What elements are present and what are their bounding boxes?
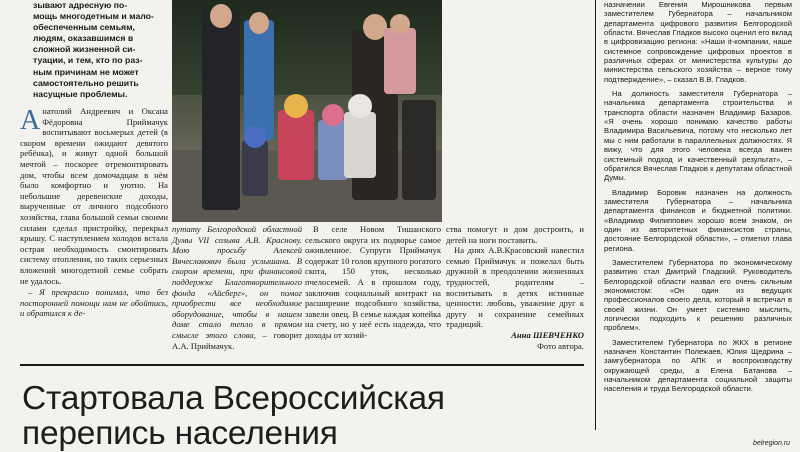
lead-line: самостоятельно решить xyxy=(33,77,139,88)
photo-credit: Фото автора. xyxy=(537,340,584,351)
source-site: belregion.ru xyxy=(753,440,790,447)
article-column-4 xyxy=(446,224,584,351)
photo-child xyxy=(242,140,268,196)
lead-line: туации, и тем, кто по раз- xyxy=(33,55,143,66)
photo-child xyxy=(278,110,314,180)
photo-child-hat xyxy=(284,94,308,118)
photo-person xyxy=(202,10,240,210)
right-paragraph-2: На должность заместителя Губернатора – начальника департамента строительства и транспорта области назначен Владимир Базаров. «Я очень хорошо понимаю качество работы Владимира Васильевича, потому что несколько лет мы с ним работали в параллельных должностях. Я вижу, что для этого человека всегда важен системный подход и качественный результат», – обратился Вячеслав Гладков к депутатам областной Думы. xyxy=(604,89,792,183)
photo-person xyxy=(244,20,274,140)
headline xyxy=(22,381,582,451)
photo-person-head xyxy=(249,12,269,34)
dropcap: А xyxy=(20,105,41,136)
lead-line: обеспеченным семьям, xyxy=(33,22,135,33)
article-column-3 xyxy=(305,224,441,341)
col2-tail: – говорит А.А. Приймачук. xyxy=(172,329,303,351)
photo-child-hat xyxy=(244,126,266,148)
photo-person xyxy=(402,100,436,200)
col1-body: натолий Андреевич и Оксана Фёдоровна Приймачук воспитывают восьмерых детей (в скором времени ожидают девятого ребёнка), и живут одной большой мечтой – поскорее отремонтировать дом, чтобы всем домочадцам в нём было комфортно и уютно. На небольшие деревенские доходы, вырученные от личного подсобного хозяйства, глава большой семьи своими силами сделал пристройку, перекрыл крышу. С наступлением холодов встала острая необходимость смонтировать систему отопления, но таких серьезных вложений многодетной семье собрать не удалось. xyxy=(20,106,168,286)
column-divider xyxy=(595,0,596,430)
right-column xyxy=(604,0,792,399)
lead-line: сложной жизненной си- xyxy=(33,44,136,55)
lead-line: мощь многодетным и мало- xyxy=(33,11,154,22)
lead-line: зывают адресную по- xyxy=(33,0,128,10)
article-column-2 xyxy=(172,224,302,351)
right-paragraph-1: назначении Евгения Мирошникова первым заместителем Губернатора – начальником департамента цифрового развития Белгородской области. Вячеслав Гладков высоко оценил его вклад в цифровизацию региона: «Наши it-компании, наше системное сопровождение цифровых проектов в различных сферах от министерства культуры до министерства сельского хозяйства – верное тому подтверждение», – сказал В.В. Гладков. xyxy=(604,0,792,84)
col4-body-1: ства помогут и дом достроить, и детей на ноги поставить. xyxy=(446,224,584,245)
article-column-1 xyxy=(20,106,168,319)
family-photo xyxy=(172,0,442,222)
col3-body: В селе Новом Тишанского сельского округа их подворье самое оживленное. Супруги Приймачук содержат 10 голов крупного рогатого скота, 150 уток, несколько пчелосемей. А в прошлом году, заключив социальный контракт на расширение подсобного хозяйства, завели овец. В семье каждая копейка на счету, но у неё есть надежда, что доходы от хозяй- xyxy=(305,224,441,340)
lead-line: ным причинам не может xyxy=(33,66,139,77)
right-paragraph-3: Владимир Боровик назначен на должность заместителя Губернатора – начальника департамента финансов и бюджетной политики. «Владимир Филиппович хорошо всем знаком, он один из авторитетных финансистов страны, достояние Белгородской области», – отметил глава региона. xyxy=(604,187,792,253)
photo-person-head xyxy=(210,4,232,28)
photo-child-hat xyxy=(348,94,372,118)
photo-child xyxy=(384,28,416,94)
right-paragraph-5: Заместителем Губернатора по ЖКХ в регионе назначен Константин Полежаев, Юлия Щедрина – замгубернатора по АПК и воспроизводству окружающей среды, а Елена Батанова – начальником департамента социальной защиты населения и труда Белгородской области. xyxy=(604,337,792,394)
lead-line: людям, оказавшимся в xyxy=(33,33,134,44)
headline-line-2: перепись населения xyxy=(22,415,338,452)
lead-line: насущные проблемы. xyxy=(33,88,128,99)
col1-quote: – Я прекрасно понимал, что без посторонней помощи нам не обойтись, и обратился к де- xyxy=(20,287,168,319)
article-signature: Анна ШЕВЧЕНКО xyxy=(511,329,584,340)
col4-body-2: На днях А.В.Красовский навестил семью Приймачук и пожелал быть дружной в преодолении жизненных трудностей, родителям – воспитывать в детях истинные ценности: любовь, уважение друг к другу и сохранение семейных традиций. xyxy=(446,245,584,330)
section-divider xyxy=(20,364,584,366)
right-paragraph-4: Заместителем Губернатора по экономическому развитию стал Дмитрий Гладский. Руководитель Белгородской области назвал его очень сильным экономистом: «Он один из ведущих профессионалов своего дела, который я встречал в своей жизни. Он умеет системно мыслить, логически подходить к решению различных проблем». xyxy=(604,257,792,333)
lead-block xyxy=(33,0,168,100)
headline-line-1: Стартовала Всероссийская xyxy=(22,380,445,417)
photo-child-head xyxy=(390,14,410,34)
photo-child xyxy=(344,112,376,178)
col2-body: путату Белгородской областной Думы VII созыва А.В. Краснову. Мою просьбу Алексей Вячеславович была услышана. В скором времени, при финансовой поддержке Благотворительного фонда «Айсберг», он помог приобрести все необходимое оборудование, чтобы в нашем доме стало тепло в прямом смысле этого слова, xyxy=(172,224,302,340)
photo-child-hat xyxy=(322,104,344,126)
